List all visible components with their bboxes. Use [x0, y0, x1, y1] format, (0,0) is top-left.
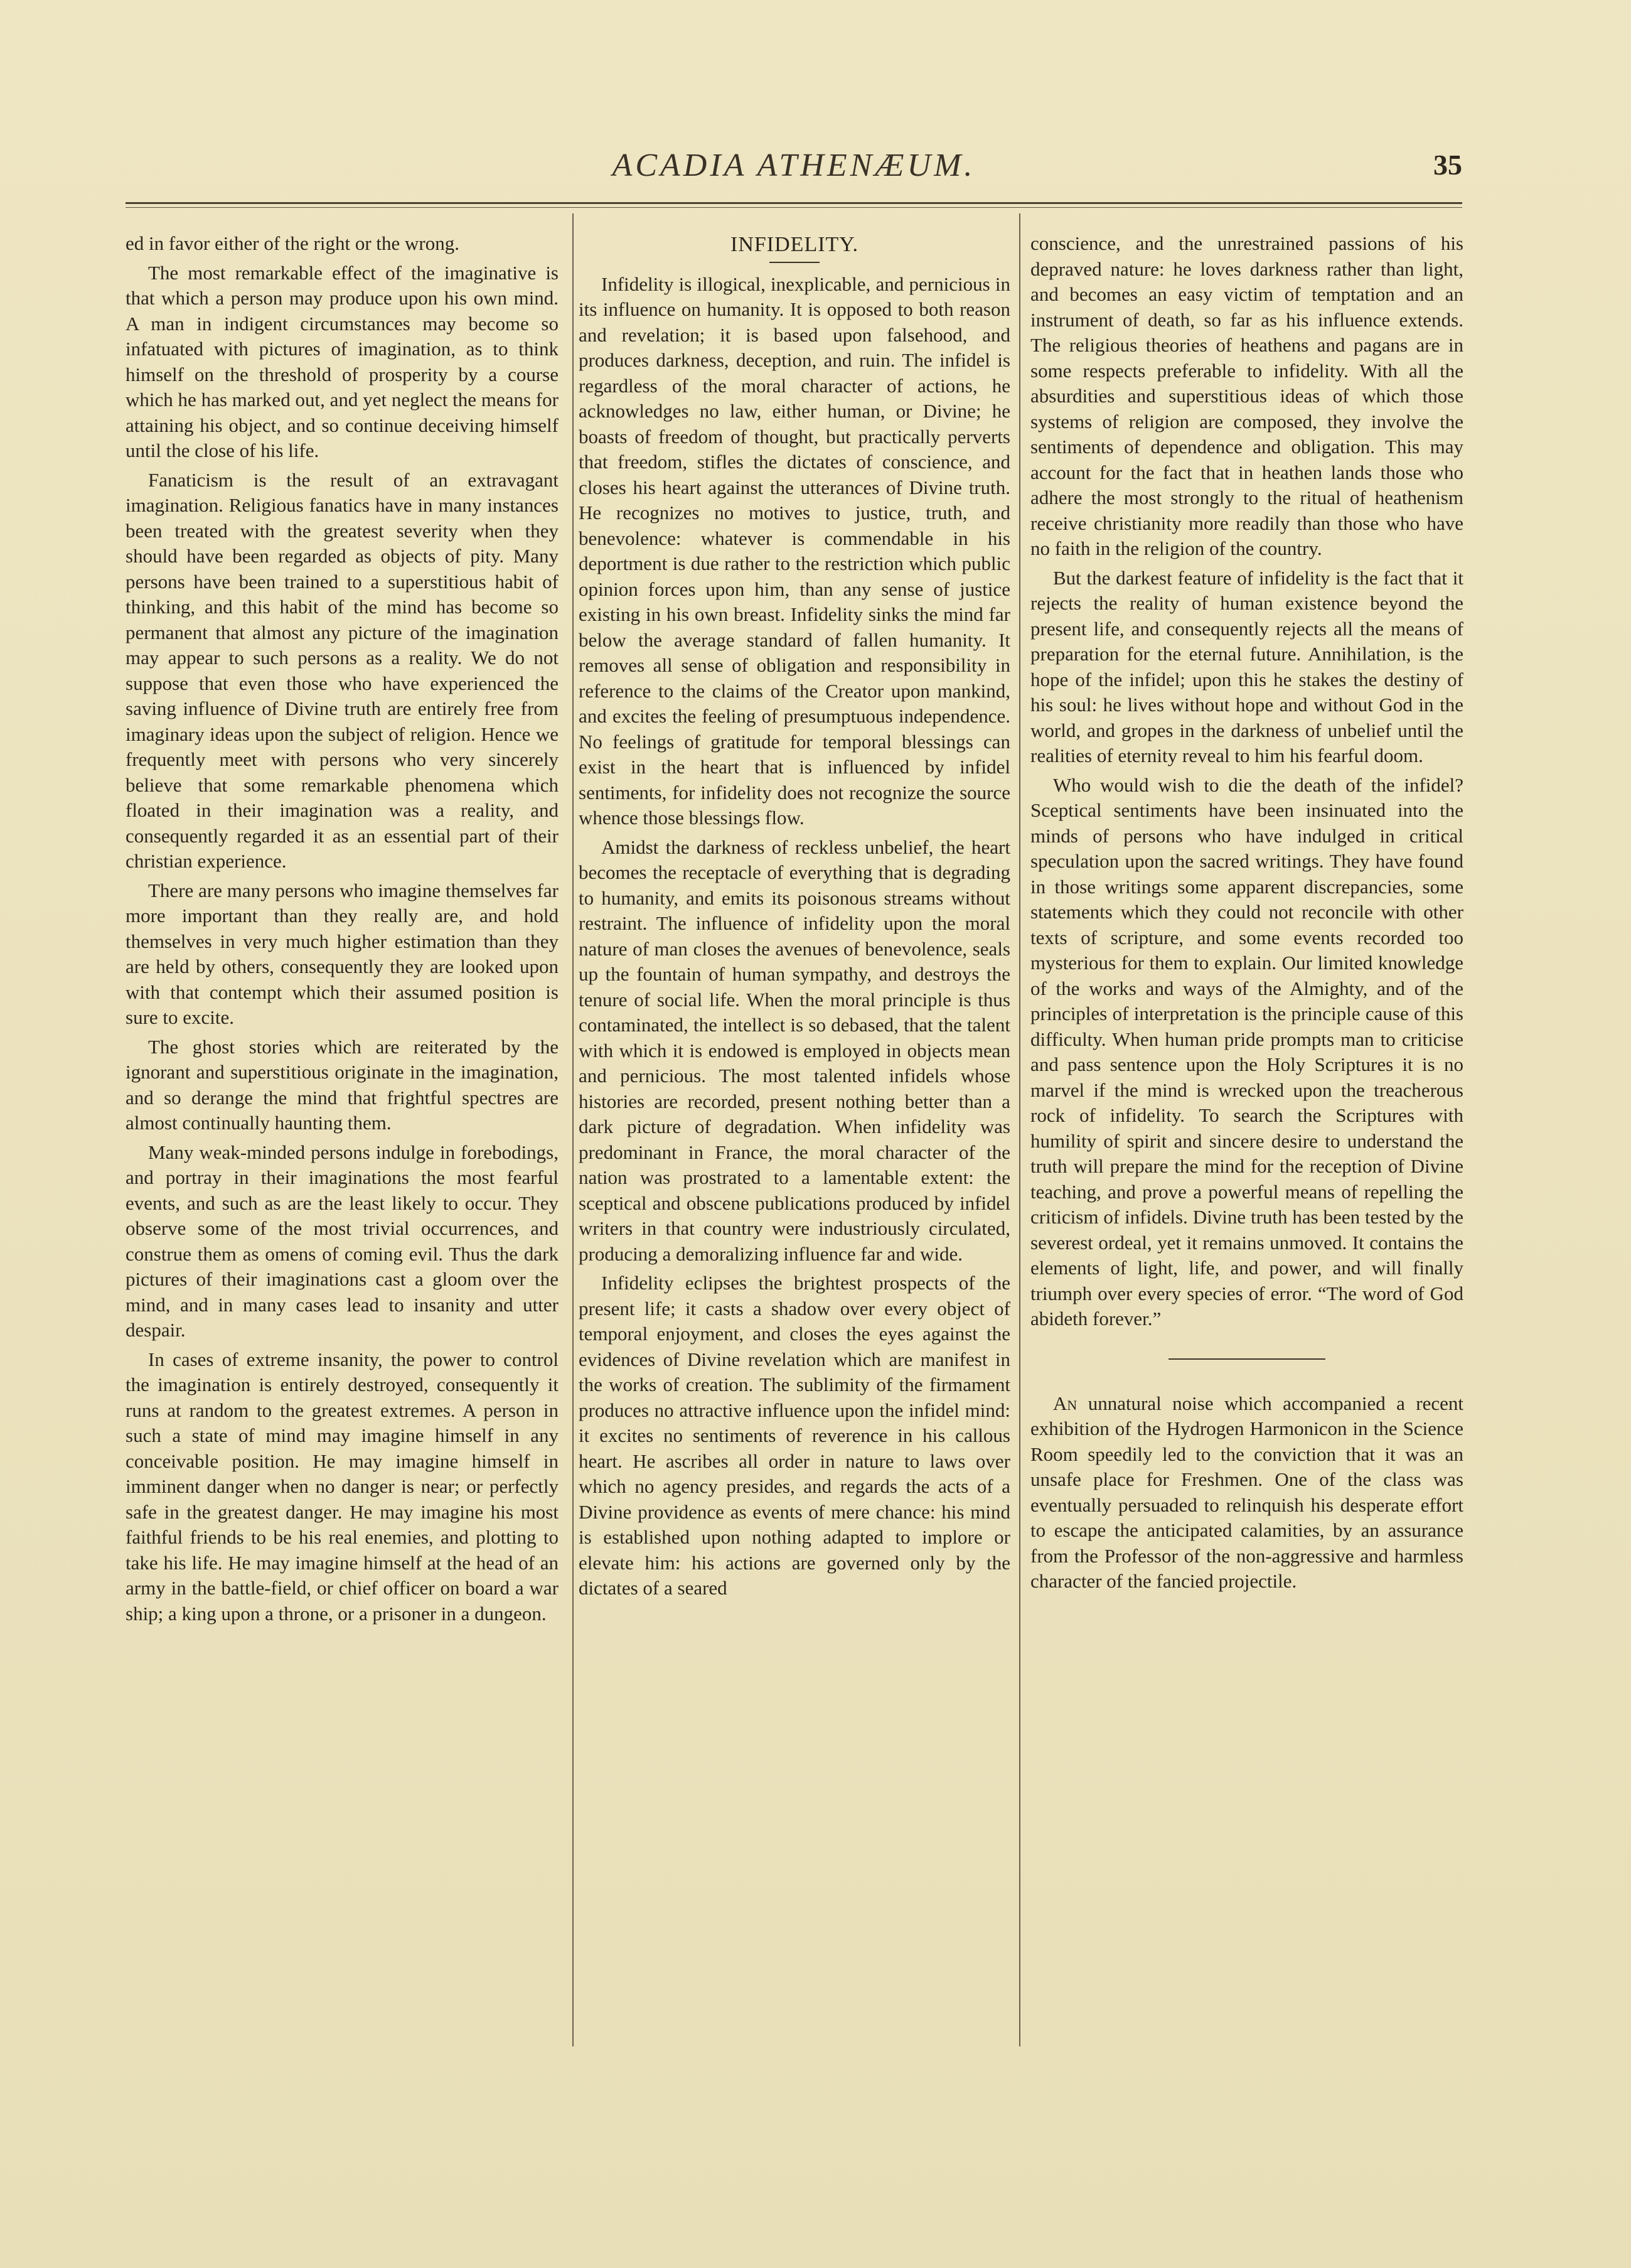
paragraph: There are many persons who imagine themselves far more important than they really are, and hold themselves in very much higher estimation than they are held by others, consequently they are looked upon with that contempt which their assumed position is sure to excite.: [126, 879, 559, 1028]
header-rule: [126, 202, 1462, 204]
paragraph: conscience, and the unrestrained passions of his depraved nature: he loves darkness rather than light, and becomes an easy victim of temptation and an instrument of death, so far as his influence extends. The religious theories of heathens and pagans are in some respects preferable to infidelity. With all the absurdities and superstitious ideas of which those systems of religion are composed, they involve the sentiments of dependence and obligation. This may account for the fact that in heathen lands those who adhere the most strongly to the ritual of heathenism receive christianity more readily than those who have no faith in the religion of the country.: [1030, 232, 1463, 559]
page-header: [126, 147, 1462, 191]
column-left: [126, 231, 559, 1630]
notice-lead: An: [1053, 1392, 1078, 1414]
paragraph: Infidelity eclipses the brightest prospects of the present life; it casts a shadow over every object of temporal enjoyment, and closes the eyes against the evidences of Divine revelation which are manifest in the works of creation. The sublimity of the firmament produces no attractive influence upon the infidel mind: it excites no sentiments of reverence in his callous heart. He ascribes all order in nature to laws over which no agency presides, and regards the acts of a Divine providence as events of mere chance: his mind is established upon nothing adapted to implore or elevate him: his actions are governed only by the dictates of a seared: [579, 1272, 1010, 1599]
paragraph: But the darkest feature of infidelity is the fact that it rejects the reality of human existence beyond the present life, and consequently rejects all the means of preparation for the eternal future. Annihilation, is the hope of the infidel; upon this he stakes the destiny of his soul: he lives without hope and without God in the world, and gropes in the darkness of unbelief until the realities of eternity reveal to him his fearful doom.: [1030, 566, 1463, 766]
paragraph: Who would wish to die the death of the infidel? Sceptical sentiments have been insinuated into the minds of persons who have indulged in critical speculation upon the sacred writings. They have found in those writings some apparent discrepancies, some statements which they could not reconcile with other texts of scripture, and some events recorded too mysterious for them to explain. Our limited knowledge of the works and ways of the Almighty, and of the principles of interpretation is the principle cause of this difficulty. When human pride prompts man to criticise and pass sentence upon the Holy Scriptures it is no marvel if the mind is wrecked upon the treacherous rock of infidelity. To search the Scriptures with humility of spirit and sincere desire to understand the truth will prepare the mind for the reception of Divine teaching, and prove a powerful means of repelling the criticism of infidels. Divine truth has been tested by the severest ordeal, yet it remains unmoved. It contains the elements of light, life, and power, and will finally triumph over every species of error. “The word of God abideth forever.”: [1030, 773, 1463, 1330]
notice-text: unnatural noise which accompanied a recent exhibition of the Hydrogen Harmonicon in the Science Room speedily led to the conviction that it was an unsafe place for Freshmen. One of the class was eventually persuaded to relinquish his desperate effort to escape the anticipated calamities, by an assurance from the Professor of the non-aggressive and harmless character of the fancied projectile.: [1030, 1392, 1463, 1592]
heading-rule: [769, 262, 820, 263]
paragraph: Amidst the darkness of reckless unbelief, the heart becomes the receptacle of everything that is degrading to humanity, and emits its poisonous streams without restraint. The influence of infidelity upon the moral nature of man closes the avenues of benevolence, seals up the fountain of human sympathy, and destroys the tenure of social life. When the moral principle is thus contaminated, the intellect is so debased, that the talent with which it is endowed is employed in objects mean and pernicious. The most talented infidels whose histories are recorded, present nothing better than a dark picture of degradation. When infidelity was predominant in France, the moral character of the nation was prostrated to a lamentable extent: the sceptical and obscene publications produced by infidel writers in that country were industriously circulated, producing a demoralizing influence far and wide.: [579, 836, 1010, 1265]
paragraph: The most remarkable effect of the imaginative is that which a person may produce upon his own mind. A man in indigent circumstances may become so infatuated with pictures of imagination, as to think himself on the threshold of prosperity by a course which he has marked out, and yet neglect the means for attaining his object, and so continue deceiving himself until the close of his life.: [126, 261, 559, 461]
section-separator: [1168, 1358, 1325, 1360]
publication-title: ACADIA ATHENÆUM.: [612, 148, 976, 183]
notice-paragraph: [1030, 1391, 1463, 1594]
paragraph: In cases of extreme insanity, the power to control the imagination is entirely destroyed, consequently it runs at random to the greatest extremes. A person in such a state of mind may imagine himself in any conceivable position. He may imagine himself in imminent danger when no danger is near; or perfectly safe in the greatest danger. He may imagine his most faithful friends to be his real enemies, and plotting to take his life. He may imagine himself at the head of an army in the battle-field, or chief officer on board a war ship; a king upon a throne, or a prisoner in a dungeon.: [126, 1348, 559, 1625]
column-divider: [1019, 213, 1020, 2046]
paragraph: Fanaticism is the result of an extravagant imagination. Religious fanatics have in many instances been treated with the greatest severity when they should have been regarded as objects of pity. Many persons have been trained to a superstitious habit of thinking, and this habit of the mind has become so permanent that almost any picture of the imagination may appear to such persons as a reality. We do not suppose that even those who have experienced the saving influence of Divine truth are entirely free from imaginary ideas upon the subject of religion. Hence we frequently meet with persons who very sincerely believe that some remarkable phenomena which floated in their imagination was a reality, and consequently regarded it as an essential part of their christian experience.: [126, 468, 559, 872]
paragraph: Many weak-minded persons indulge in forebodings, and portray in their imaginations the most fearful events, and such as are the least likely to occur. They observe some of the most trivial occurrences, and construe them as omens of coming evil. Thus the dark pictures of their imaginations cast a gloom over the mind, and in many cases lead to insanity and utter despair.: [126, 1141, 559, 1341]
paragraph: The ghost stories which are reiterated by the ignorant and superstitious originate in the imagination, and so derange the mind that frightful spectres are almost continually haunting them.: [126, 1035, 559, 1134]
page-number: 35: [1433, 149, 1462, 181]
paragraph: Infidelity is illogical, inexplicable, and pernicious in its influence on humanity. It is opposed to both reason and revelation; it is based upon falsehood, and produces darkness, deception, and ruin. The infidel is regardless of the moral character of actions, he acknowledges no law, either human, or Divine; he boasts of freedom of thought, but practically perverts that freedom, stifles the dictates of conscience, and closes his heart against the utterances of Divine truth. He recognizes no motives to justice, truth, and benevolence: whatever is commendable in his deportment is due rather to the restriction which public opinion forces upon him, than any sense of justice existing in his own breast. Infidelity sinks the mind far below the average standard of fallen humanity. It removes all sense of obligation and responsibility in reference to the claims of the Creator upon mankind, and excites the feeling of presumptuous independence. No feelings of gratitude for temporal blessings can exist in the heart that is influenced by infidel sentiments, for infidelity does not recognize the source whence those blessings flow.: [579, 272, 1010, 829]
column-right: [1030, 231, 1463, 1598]
column-middle: [579, 231, 1010, 1605]
paragraph: ed in favor either of the right or the wrong.: [126, 232, 459, 254]
header-rule-thin: [126, 207, 1462, 208]
article-heading: INFIDELITY.: [730, 233, 858, 256]
column-divider: [572, 213, 574, 2046]
